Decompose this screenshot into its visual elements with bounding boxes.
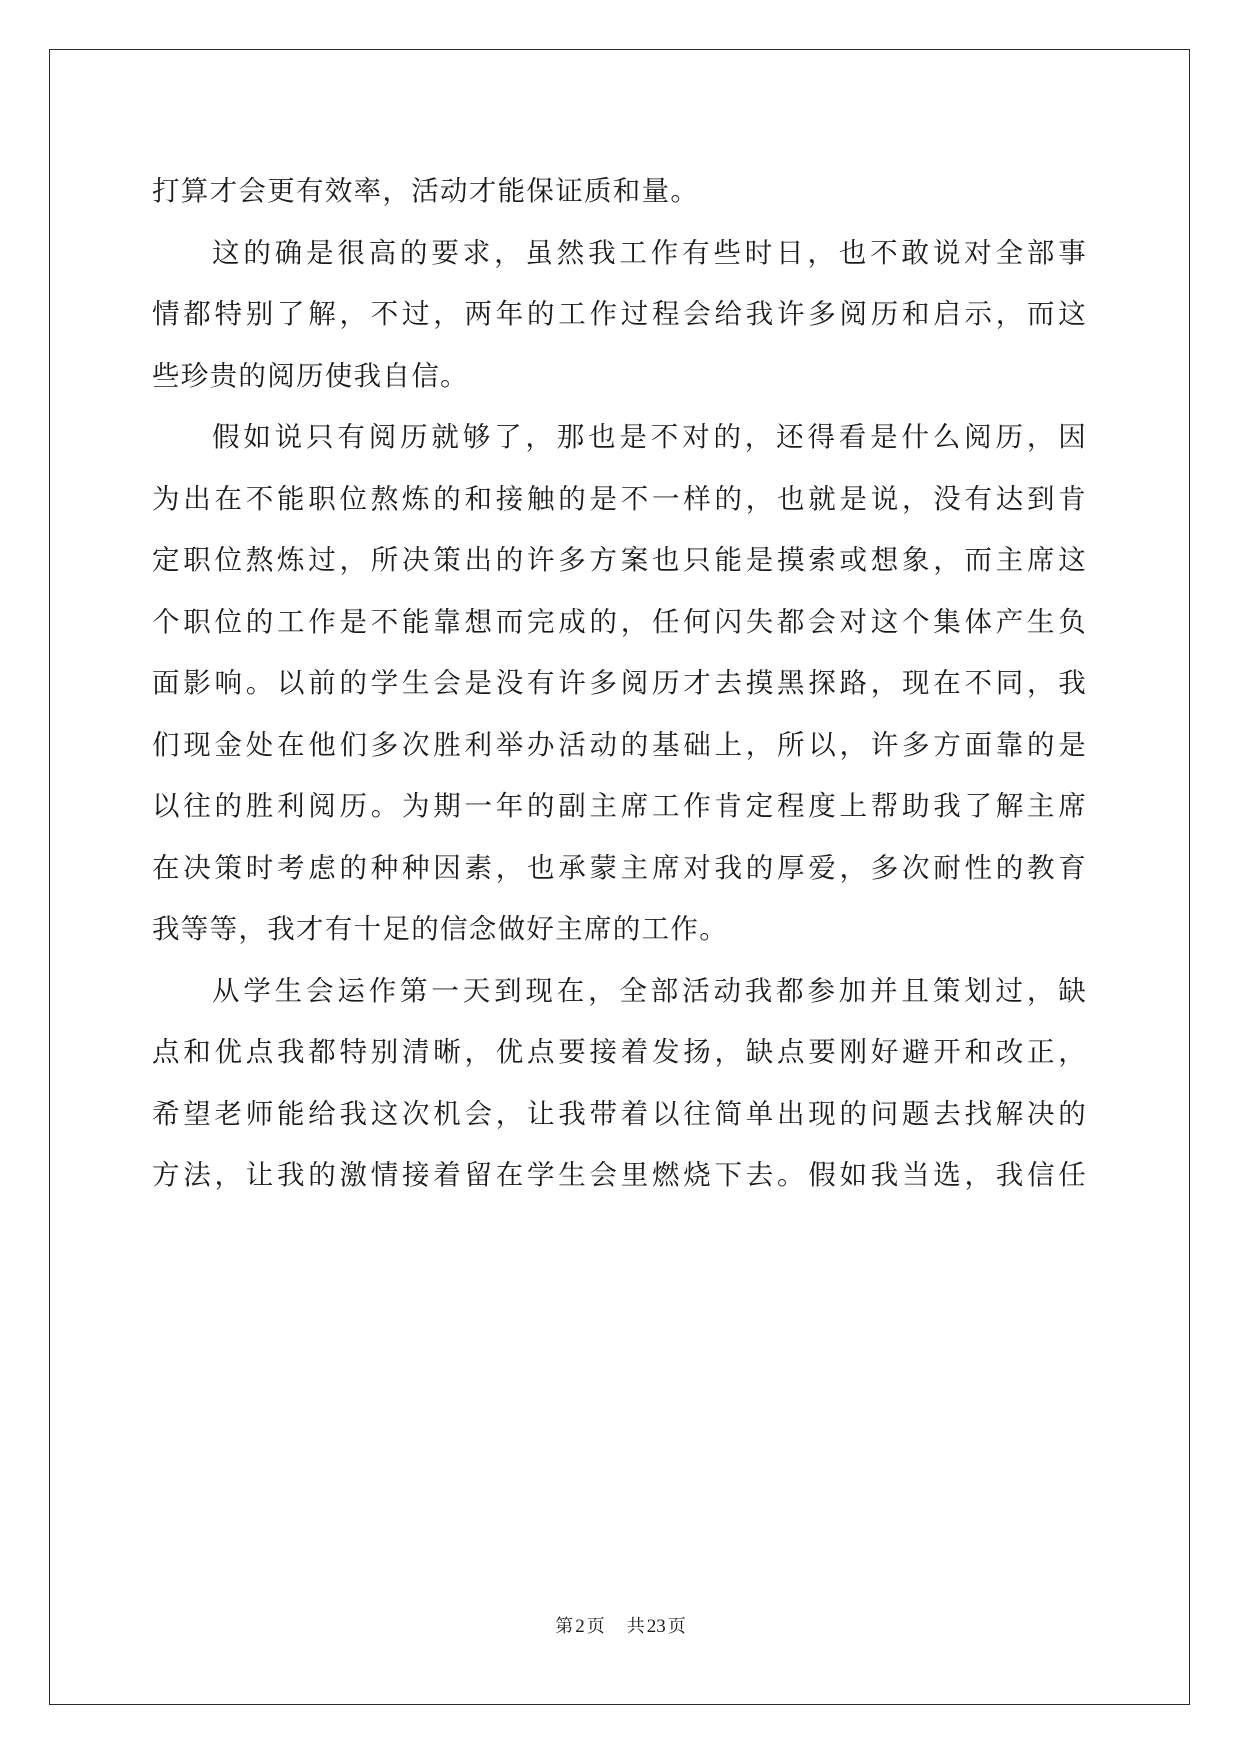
paragraph — [152, 961, 1087, 1207]
document-body — [152, 161, 1087, 1207]
page-footer — [0, 1612, 1241, 1638]
text-line: 些珍贵的阅历使我自信。 — [152, 359, 469, 392]
page-suffix: 页 — [586, 1616, 605, 1637]
text-line: 我等等，我才有十足的信念做好主席的工作。 — [152, 913, 728, 945]
text-line: 个职位的工作是不能靠想而完成的，任何闪失都会对这个集体产生负 — [152, 605, 1087, 638]
text-line: 方法，让我的激情接着留在学生会里燃烧下去。假如我当选，我信任 — [152, 1159, 1087, 1191]
text-line: 情都特别了解，不过，两年的工作过程会给我许多阅历和启示，而这 — [152, 298, 1087, 330]
total-prefix: 共 — [626, 1616, 645, 1637]
page-prefix: 第 — [555, 1616, 574, 1637]
text-line: 面影响。以前的学生会是没有许多阅历才去摸黑探路，现在不同，我 — [152, 667, 1087, 699]
paragraph — [152, 161, 1087, 223]
text-line: 在决策时考虑的种种因素，也承蒙主席对我的厚爱，多次耐性的教育 — [152, 851, 1087, 884]
text-line: 们现金处在他们多次胜利举办活动的基础上，所以，许多方面靠的是 — [152, 728, 1087, 761]
text-line: 希望老师能给我这次机会，让我带着以往简单出现的问题去找解决的 — [152, 1097, 1087, 1130]
text-line: 这的确是很高的要求，虽然我工作有些时日，也不敢说对全部事 — [212, 236, 1087, 269]
text-line: 为出在不能职位熬炼的和接触的是不一样的，也就是说，没有达到肯 — [152, 482, 1087, 515]
text-line: 以往的胜利阅历。为期一年的副主席工作肯定程度上帮助我了解主席 — [152, 790, 1087, 822]
total-pages: 23 — [646, 1616, 666, 1637]
total-suffix: 页 — [667, 1616, 686, 1637]
text-line: 定职位熬炼过，所决策出的许多方案也只能是摸索或想象，而主席这 — [152, 544, 1087, 576]
paragraph — [152, 223, 1087, 408]
page-number: 2 — [575, 1616, 585, 1637]
text-line: 点和优点我都特别清晰，优点要接着发扬，缺点要刚好避开和改正， — [152, 1036, 1087, 1068]
text-line: 假如说只有阅历就够了，那也是不对的，还得看是什么阅历，因 — [212, 421, 1087, 453]
text-line: 打算才会更有效率，活动才能保证质和量。 — [152, 175, 700, 207]
text-line: 从学生会运作第一天到现在，全部活动我都参加并且策划过，缺 — [212, 974, 1087, 1007]
paragraph — [152, 407, 1087, 961]
